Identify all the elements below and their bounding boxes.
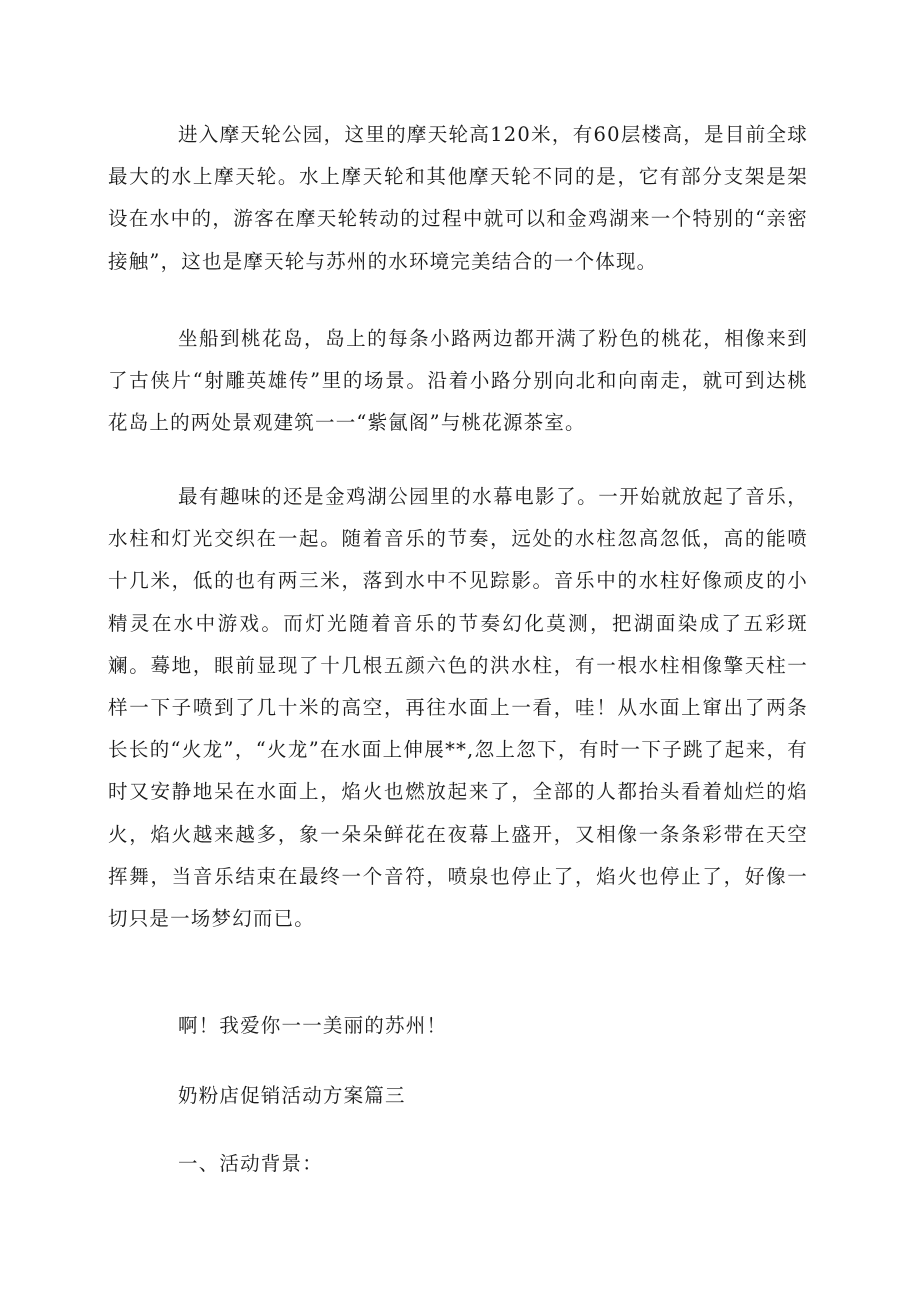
paragraph-water-curtain: 最有趣味的还是金鸡湖公园里的水幕电影了。一开始就放起了音乐，水柱和灯光交织在一起。随着音乐的节奏，远处的水柱忽高忽低，高的能喷十几米，低的也有两三米，落到水中不见踪影。音乐中的水柱好像顽皮的小精灵在水中游戏。而灯光随着音乐的节奏幻化莫测，把湖面染成了五彩斑斓。蓦地，眼前显现了十几根五颜六色的洪水柱，有一根水柱相像擎天柱一样一下子喷到了几十米的高空，再往水面上一看，哇！从水面上窜出了两条长长的“火龙”，“火龙”在水面上伸展**,忽上忽下，有时一下子跳了起来，有时又安静地呆在水面上，焰火也燃放起来了，全部的人都抬头看着灿烂的焰火，焰火越来越多，象一朵朵鲜花在夜幕上盛开，又相像一条条彩带在天空挥舞，当音乐结束在最终一个音符，喷泉也停止了，焰火也停止了，好像一切只是一场梦幻而已。 <box>108 485 808 931</box>
section-title: 奶粉店促销活动方案篇三 <box>178 1084 406 1107</box>
subsection-heading: 一、活动背景： <box>178 1152 323 1175</box>
exclamation-line: 啊！我爱你一一美丽的苏州！ <box>178 1014 448 1037</box>
paragraph-ferris-wheel: 进入摩天轮公园，这里的摩天轮高120米，有60层楼高，是目前全球最大的水上摩天轮。水上摩天轮和其他摩天轮不同的是，它有部分支架是架设在水中的，游客在摩天轮转动的过程中就可以和金鸡湖来一个特别的“亲密接触”，这也是摩天轮与苏州的水环境完美结合的一个体现。 <box>108 123 808 273</box>
paragraph-peach-island: 坐船到桃花岛，岛上的每条小路两边都开满了粉色的桃花，相像来到了古侠片“射雕英雄传”里的场景。沿着小路分别向北和向南走，就可到达桃花岛上的两处景观建筑一一“紫氤阁”与桃花源茶室。 <box>108 327 808 435</box>
